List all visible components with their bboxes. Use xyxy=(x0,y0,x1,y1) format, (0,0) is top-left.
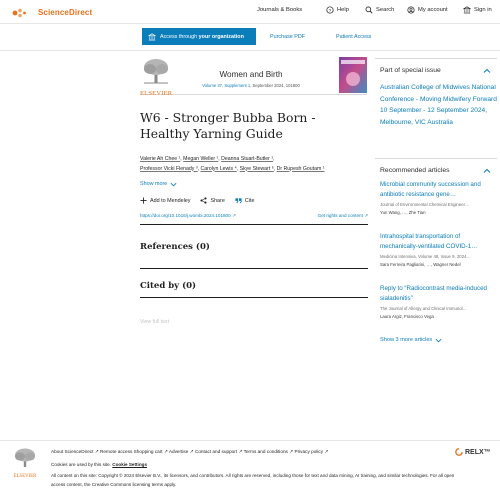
author-link[interactable]: Carolyn Lewis ⁴ xyxy=(200,165,237,172)
cookie-notice xyxy=(51,462,147,467)
elsevier-logo[interactable] xyxy=(140,57,173,97)
nav-journals-books[interactable]: Journals & Books xyxy=(257,7,303,13)
doi-row xyxy=(140,213,368,219)
article-title: W6 - Stronger Bubba Born - Healthy Yarning Guide xyxy=(140,110,316,141)
elsevier-tree-icon xyxy=(12,447,38,469)
add-to-mendeley-button[interactable] xyxy=(140,197,190,204)
special-issue-link[interactable]: Australian College of Midwives National Conference - Moving Midwifery Forward 10 September - 12 September 2024, Melbourne, VIC Australia xyxy=(380,84,497,126)
view-full-text-button[interactable]: View full text xyxy=(140,319,170,325)
mendeley-label: Add to Mendeley xyxy=(150,197,191,204)
recommended-articles-panel xyxy=(375,158,497,353)
special-issue-panel xyxy=(375,58,497,150)
quote-icon xyxy=(235,197,242,204)
footer-link-shopping-cart[interactable]: Shopping cart ↗ xyxy=(133,449,168,454)
chevron-down-icon xyxy=(170,182,177,187)
show-more-articles-button[interactable] xyxy=(380,337,442,343)
cite-button[interactable] xyxy=(235,197,255,204)
journal-cover-icon xyxy=(339,57,367,93)
special-issue-heading: Part of special issue xyxy=(380,67,441,74)
top-header xyxy=(0,0,500,24)
cookie-notice-text: Cookies are used by this site. xyxy=(51,462,113,467)
author-list: Valerie Ah Chee ¹, Megan Weller ¹, Deanna Stuart-Butler ¹, Professor Vicki Flenady ³, Carolyn Lewis ⁴, Skye Stewart ⁶, Dr Rupesh Goutam ¹ xyxy=(140,156,325,172)
recommended-article-journal: Medicina Intensiva, Volume 48, Issue 9, 2024… xyxy=(380,254,471,260)
external-link-icon: ↗ xyxy=(364,213,368,218)
nav-signin-label: Sign in xyxy=(474,7,492,13)
footer-link-terms[interactable]: Terms and conditions ↗ xyxy=(243,449,294,454)
share-label: Share xyxy=(210,197,225,204)
recommended-article-title[interactable]: Reply to “Radiocontrast media-induced sialadenitis” xyxy=(380,285,487,302)
relx-icon xyxy=(455,448,463,456)
copyright-text: All content on this site: Copyright © 2024 Elsevier B.V., its licensors, and contributors. All rights are reserved, including those for text and data mining, AI training, and similar technologies. For all open access content, the Creative Commons licensing terms apply. xyxy=(51,473,455,487)
show-more-button[interactable] xyxy=(140,181,177,187)
journal-cover-image[interactable] xyxy=(339,57,367,93)
nav-help[interactable] xyxy=(326,6,349,14)
author-link[interactable]: Professor Vicki Flenady ³ xyxy=(140,165,198,172)
author-link[interactable]: Skye Stewart ⁶ xyxy=(239,165,274,172)
cookie-settings-link[interactable]: Cookie Settings xyxy=(112,462,147,467)
elsevier-logo-text: ELSEVIER xyxy=(140,90,173,97)
recommended-article-authors: Laura Argiz, Francisco Vega xyxy=(380,314,434,320)
access-through-organization-button[interactable] xyxy=(142,28,256,45)
sciencedirect-logo-icon xyxy=(12,6,34,18)
footer-link-privacy[interactable]: Privacy policy ↗ xyxy=(294,449,329,454)
volume-link[interactable]: Volume 37, Supplement 1 xyxy=(202,83,251,88)
journal-header xyxy=(140,55,367,95)
share-icon xyxy=(200,197,207,204)
recommended-article-authors: Sara Ferreira Pagliarini, …, Wagner Nedel xyxy=(380,262,461,268)
nav-account-label: My account xyxy=(418,7,448,13)
recommended-article xyxy=(380,232,494,267)
chevron-down-icon xyxy=(435,338,442,343)
nav-sign-in[interactable] xyxy=(463,6,492,14)
footer-link-about[interactable]: About ScienceDirect ↗ xyxy=(51,449,99,454)
elsevier-footer-logo-text: ELSEVIER xyxy=(13,474,37,479)
author-link[interactable]: Deanna Stuart-Butler ¹ xyxy=(221,156,274,162)
institution-icon xyxy=(463,6,471,14)
nav-search[interactable] xyxy=(365,6,394,14)
show-more-label: Show more xyxy=(140,181,168,187)
show-more-articles-label: Show 3 more articles xyxy=(380,337,433,343)
author-link[interactable]: Dr Rupesh Goutam ¹ xyxy=(276,165,325,172)
section-divider xyxy=(140,297,368,298)
section-divider xyxy=(140,224,368,225)
article-actions xyxy=(140,197,254,204)
help-icon xyxy=(326,6,334,14)
doi-link[interactable]: https://doi.org/10.1016/j.wombi.2024.101800 ↗ xyxy=(140,213,236,218)
nav-my-account[interactable] xyxy=(407,6,448,14)
plus-icon xyxy=(140,197,147,204)
share-button[interactable] xyxy=(200,197,224,204)
references-heading: References (0) xyxy=(140,242,210,252)
search-icon xyxy=(365,6,373,14)
footer-link-remote-access[interactable]: Remote access xyxy=(100,449,133,454)
recommended-article-authors: Yun Wang, …, Zhe Tian xyxy=(380,210,426,216)
elsevier-footer-logo[interactable] xyxy=(12,447,38,477)
journal-reference xyxy=(176,83,326,88)
access-button-label: Access through your organization xyxy=(160,33,244,40)
footer-link-contact[interactable]: Contact and support ↗ xyxy=(194,449,243,454)
cited-by-heading: Cited by (0) xyxy=(140,281,197,291)
footer-link-advertise[interactable]: Advertise ↗ xyxy=(168,449,194,454)
section-divider xyxy=(140,268,368,269)
recommended-article-title[interactable]: Intrahospital transportation of mechanically-ventilated COVID-1… xyxy=(380,233,478,250)
purchase-pdf-link[interactable]: Purchase PDF xyxy=(270,34,306,40)
brand-name: ScienceDirect xyxy=(38,7,93,17)
institution-icon xyxy=(148,33,156,41)
recommended-article xyxy=(380,180,494,215)
elsevier-tree-icon xyxy=(140,57,172,85)
nav-search-label: Search xyxy=(376,7,395,13)
chevron-up-icon[interactable] xyxy=(483,168,491,174)
recommended-article-journal: Journal of Environmental Chemical Engineer… xyxy=(380,202,470,208)
author-link[interactable]: Megan Weller ¹ xyxy=(183,156,219,162)
journal-title-link[interactable]: Women and Birth xyxy=(219,70,283,79)
chevron-up-icon[interactable] xyxy=(483,68,491,74)
journal-date: , September 2024, 101800 xyxy=(250,83,300,88)
user-icon xyxy=(407,6,415,14)
footer-links xyxy=(51,449,328,455)
access-bar xyxy=(0,24,500,51)
recommended-article xyxy=(380,284,494,319)
recommended-article-journal: The Journal of Allergy and Clinical Immunol… xyxy=(380,306,467,312)
author-link[interactable]: Valerie Ah Chee ¹ xyxy=(140,156,181,162)
external-link-icon: ↗ xyxy=(231,213,236,218)
recommended-heading: Recommended articles xyxy=(380,167,450,174)
recommended-article-title[interactable]: Microbial community succession and antibiotic resistance gene… xyxy=(380,181,481,198)
patient-access-link[interactable]: Patient Access xyxy=(336,34,372,40)
rights-link[interactable]: Get rights and content ↗ xyxy=(317,213,368,218)
cite-label: Cite xyxy=(244,197,255,204)
nav-help-label: Help xyxy=(337,7,349,13)
sciencedirect-logo[interactable] xyxy=(12,6,92,18)
relx-logo[interactable] xyxy=(455,448,491,456)
relx-logo-text: RELX™ xyxy=(465,448,491,456)
svg-text:?: ? xyxy=(328,8,332,14)
page-footer xyxy=(0,440,500,500)
